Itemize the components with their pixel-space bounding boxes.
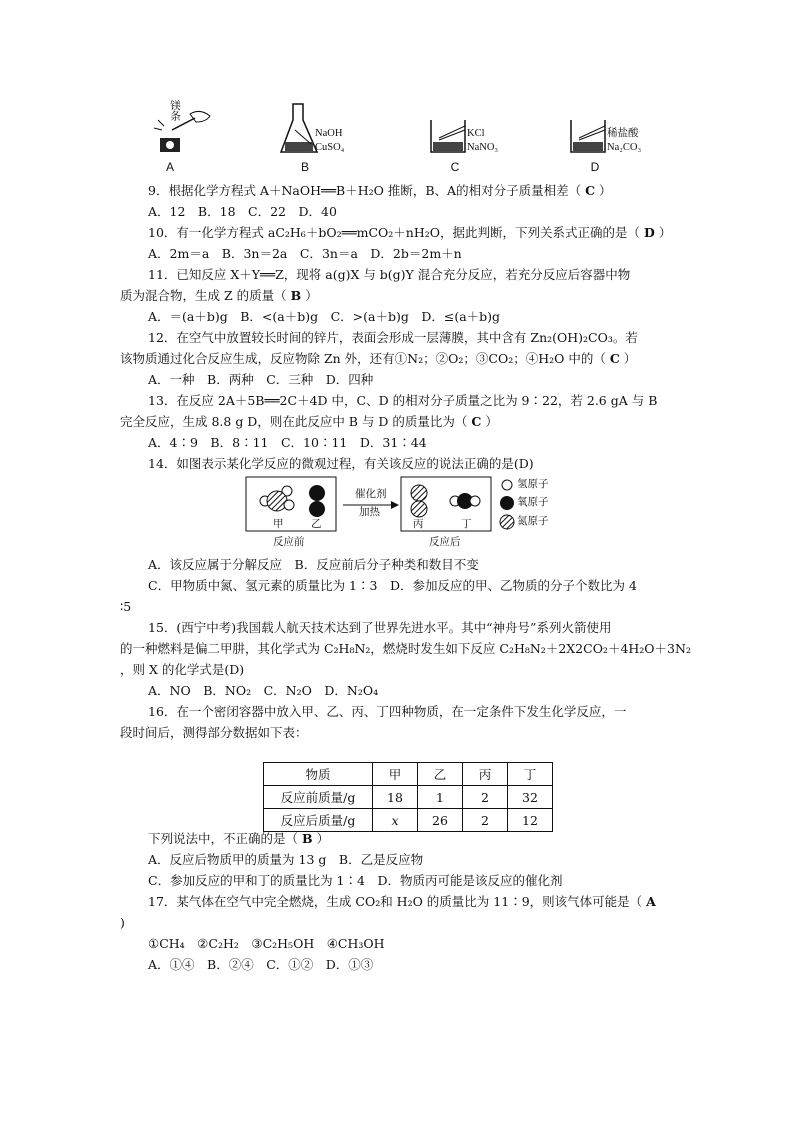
figure-a-caption: A [165,160,174,174]
q16-stem [148,831,329,847]
arrow-bottom-label: 加热 [359,507,380,518]
q13-paren-close: ） [485,414,498,429]
label-before: 反应前 [273,537,305,548]
figure-c-caption: C [450,160,460,174]
q15-options: A．NO B．NO₂ C．N₂O D．N₂O₄ [148,683,379,698]
figure-b-label1: NaOH [315,128,343,139]
q13-text: 13．在反应 2A＋5B══2C＋4D 中，C、D 的相对分子质量之比为 9∶22，若 2.6 gA 与 B [148,393,658,408]
figure-d-label1: 稀盐酸 [607,128,639,139]
q17-paren-close: ) [120,915,125,930]
table-header: 甲 [373,763,418,786]
q14-options-2: C．甲物质中氮、氢元素的质量比为 1∶3 D．参加反应的甲、乙物质的分子个数比为 4 [148,578,637,593]
label-after: 反应后 [429,537,461,548]
q11-options: A．＝(a＋b)g B．<(a＋b)g C．>(a＋b)g D．≤(a＋b)g [148,309,501,324]
q17-choices: ①CH₄ ②C₂H₂ ③C₂H₅OH ④CH₃OH [148,936,385,951]
q13-answer: C [471,414,482,429]
q10-options: A．2m＝a B．3n＝2a C．3n＝a D．2b＝2m＋n [148,246,462,261]
reaction-diagram [243,475,563,555]
q9-options: A．12 B．18 C．22 D．40 [148,204,337,219]
q13-text2: 完全反应，生成 8.8 g D，则在此反应中 B 与 D 的质量比为（ [120,414,468,429]
q12-options: A．一种 B．两种 C．三种 D．四种 [148,372,374,387]
q13-options: A．4∶9 B．8∶11 C．10∶11 D．31∶44 [148,435,427,450]
table-header: 丙 [463,763,508,786]
q12-answer: C [609,351,620,366]
q16-options-2: C．参加反应的甲和丁的质量比为 1∶4 D．物质丙可能是该反应的催化剂 [148,873,563,888]
q11-text2: 质为混合物，生成 Z 的质量（ [120,288,287,303]
q11-paren-close: ） [305,288,318,303]
figure-c-label2: NaNO₃ [467,142,499,153]
magnesium-burning-icon [140,100,220,160]
q9-text: 9．根据化学方程式 A＋NaOH══B＋H₂O 推断，B、A的相对分子质量相差（ [148,183,582,198]
q12-text: 12．在空气中放置较长时间的锌片，表面会形成一层薄膜，其中含有 Zn₂(OH)₂CO₃。若 [148,330,638,345]
figure-b-label2: CuSO₄ [315,142,345,153]
table-cell: 反应后质量/g [264,809,373,832]
table-header: 乙 [418,763,463,786]
q16-text3: 下列说法中，不正确的是（ [148,831,299,846]
q15-text2: 的一种燃料是偏二甲肼，其化学式为 C₂H₈N₂，燃烧时发生如下反应 C₂H₈N₂＋2X2CO₂＋4H₂O＋3N₂ [120,641,691,656]
figure-c [425,100,535,178]
q16-text2: 段时间后，测得部分数据如下表： [120,725,308,740]
label-jia: 甲 [273,519,284,530]
table-cell: 32 [508,786,553,809]
arrow-top-label: 催化剂 [355,489,387,500]
table-cell: 12 [508,809,553,832]
q16-text: 16．在一个密闭容器中放入甲、乙、丙、丁四种物质，在一定条件下发生化学反应，一 [148,704,627,719]
q9-stem [148,183,612,199]
figure-a-label: 镁条 [169,100,180,121]
q13-stem [120,414,498,430]
label-bing: 丙 [413,519,424,530]
table-cell: 2 [463,786,508,809]
mass-data-table [263,762,553,832]
figure-b [275,100,385,178]
table-header: 物质 [264,763,373,786]
q9-answer: C [585,183,596,198]
q15-text: 15．(西宁中考)我国载人航天技术达到了世界先进水平。其中“神舟号”系列火箭使用 [148,620,612,635]
figure-d-caption: D [590,160,600,174]
legend-hydrogen: 氢原子 [517,479,549,490]
table-row [264,809,553,832]
q12-stem [120,351,636,367]
table-cell: 2 [463,809,508,832]
q14-text: 14．如图表示某化学反应的微观过程，有关该反应的说法正确的是(D) [148,456,534,471]
table-header: 丁 [508,763,553,786]
apparatus-figures [140,100,660,178]
q16-answer: B [302,831,313,846]
q9-paren-close: ） [599,183,612,198]
table-cell: 18 [373,786,418,809]
q11-answer: B [290,288,302,303]
table-cell: x [373,809,418,832]
table-cell: 26 [418,809,463,832]
q11-stem [120,288,318,304]
q17-stem [148,894,656,910]
q16-options-1: A．反应后物质甲的质量为 13 g B．乙是反应物 [148,852,424,867]
q14-options-3: ∶5 [120,599,132,614]
q11-text: 11．已知反应 X＋Y══Z，现将 a(g)X 与 b(g)Y 混合充分反应，若充分反应后容器中物 [148,267,631,282]
figure-d [565,100,675,178]
q14-options-1: A．该反应属于分解反应 B．反应前后分子种类和数目不变 [148,557,479,572]
q10-paren-close: ） [658,225,672,240]
figure-c-label1: KCl [467,128,485,139]
q10-stem [148,225,671,241]
q10-text: 10．有一化学方程式 aC₂H₆＋bO₂══mCO₂＋nH₂O，据此判断，下列关系式正确的是（ [148,225,641,240]
label-ding: 丁 [461,519,472,530]
q12-paren-close: ） [623,351,637,366]
q17-text: 17．某气体在空气中完全燃烧，生成 CO₂和 H₂O 的质量比为 11∶9，则该气体可能是（ [148,894,643,909]
q15-text3: ，则 X 的化学式是(D) [120,662,245,677]
figure-b-caption: B [300,160,309,174]
table-cell: 反应前质量/g [264,786,373,809]
table-row [264,786,553,809]
table-header-row [264,763,553,786]
legend-nitrogen: 氮原子 [517,516,549,527]
label-yi: 乙 [311,519,322,530]
q16-paren-close: ） [316,831,330,846]
q10-answer: D [644,225,655,240]
figure-a [140,100,250,178]
figure-d-label2: Na₂CO₃ [607,142,642,153]
table-cell: 1 [418,786,463,809]
legend-oxygen: 氧原子 [517,497,549,508]
q17-options: A．①④ B．②④ C．①② D．①③ [148,957,374,972]
q12-text2: 该物质通过化合反应生成，反应物除 Zn 外，还有①N₂；②O₂；③CO₂；④H₂O 中的（ [120,351,606,366]
q17-answer: A [646,894,656,909]
